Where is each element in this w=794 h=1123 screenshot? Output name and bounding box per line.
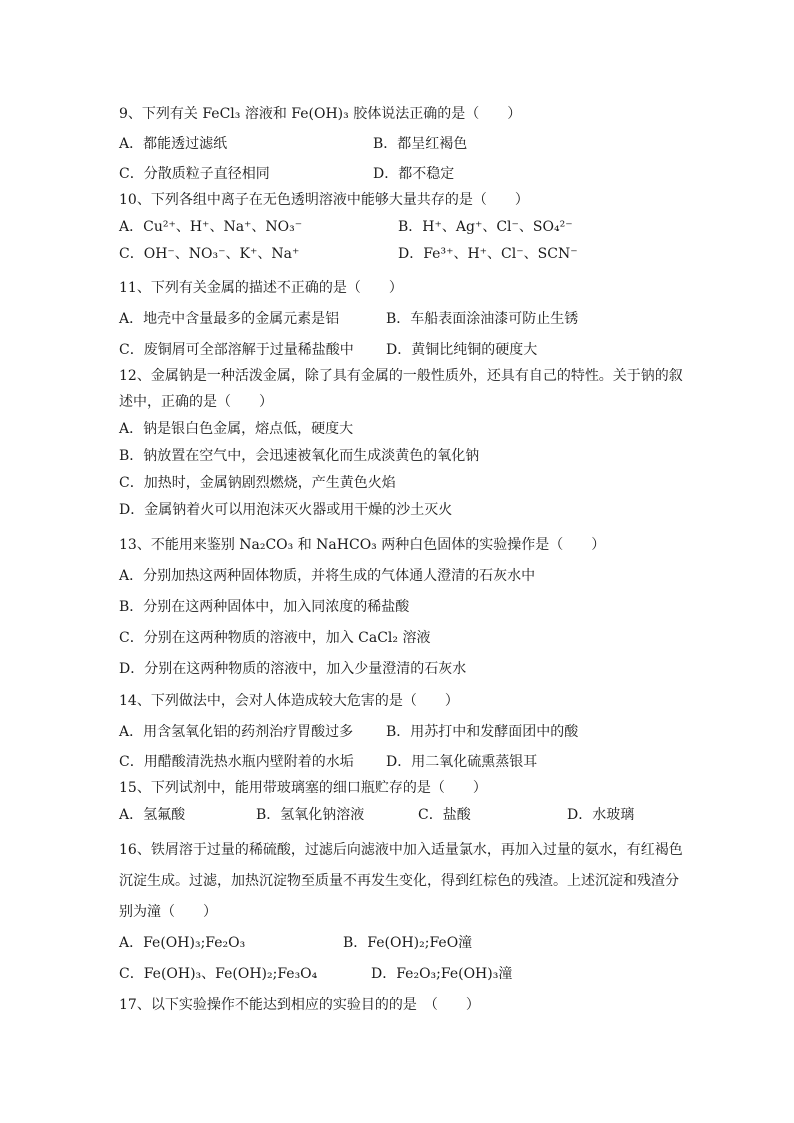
question-13-option-d: D．分别在这两种物质的溶液中，加入少量澄清的石灰水 xyxy=(119,661,467,677)
question-14-option-a: A．用含氢氧化铝的药剂治疗胃酸过多 xyxy=(119,724,354,740)
question-9-option-b: B．都呈红褐色 xyxy=(373,136,468,152)
question-12-stem-line-1: 12、金属钠是一种活泼金属，除了具有金属的一般性质外，还具有自己的特性。关于钠的叙 xyxy=(119,368,683,384)
question-15-option-b: B．氢氧化钠溶液 xyxy=(256,807,365,823)
question-16-option-d: D．Fe₂O₃;Fe(OH)₃潼 xyxy=(371,966,513,982)
question-10-option-b: B．H⁺、Ag⁺、Cl⁻、SO₄²⁻ xyxy=(398,219,573,235)
question-14-option-b: B．用苏打中和发酵面团中的酸 xyxy=(386,724,579,740)
question-15-option-c: C．盐酸 xyxy=(418,807,471,823)
question-12-option-d: D．金属钠着火可以用泡沫灭火器或用干燥的沙土灭火 xyxy=(119,502,453,518)
question-11-option-c: C．废铜屑可全部溶解于过量稀盐酸中 xyxy=(119,342,354,358)
question-9-option-a: A．都能透过滤纸 xyxy=(119,136,228,152)
question-12-stem-line-2: 述中，正确的是（ ） xyxy=(119,394,273,410)
question-13-option-c: C．分别在这两种物质的溶液中，加入 CaCl₂ 溶液 xyxy=(119,630,431,646)
question-15-option-d: D．水玻璃 xyxy=(567,807,635,823)
question-15-stem: 15、下列试剂中，能用带玻璃塞的细口瓶贮存的是（ ） xyxy=(119,780,487,796)
question-16-stem-line-2: 沉淀生成。过滤，加热沉淀物至质量不再发生变化，得到红棕色的残渣。上述沉淀和残渣分 xyxy=(119,873,679,889)
question-11-option-d: D．黄铜比纯铜的硬度大 xyxy=(386,342,538,358)
question-9-stem: 9、下列有关 FeCl₃ 溶液和 Fe(OH)₃ 胶体说法正确的是（ ） xyxy=(119,106,522,122)
question-13-option-a: A．分别加热这两种固体物质，并将生成的气体通人澄清的石灰水中 xyxy=(119,568,536,584)
question-17-stem: 17、以下实验操作不能达到相应的实验目的的是 （ ） xyxy=(119,997,480,1013)
question-16-stem-line-3: 别为潼（ ） xyxy=(119,904,217,920)
question-15-option-a: A．氢氟酸 xyxy=(119,807,186,823)
question-16-option-c: C．Fe(OH)₃、Fe(OH)₂;Fe₃O₄ xyxy=(119,966,318,982)
question-12-option-a: A．钠是银白色金属，熔点低，硬度大 xyxy=(119,421,354,437)
question-16-stem-line-1: 16、铁屑溶于过量的稀硫酸，过滤后向滤液中加入适量氯水，再加入过量的氨水，有红褐色 xyxy=(119,842,683,858)
question-14-option-c: C．用醋酸清洗热水瓶内壁附着的水垢 xyxy=(119,754,354,770)
question-14-option-d: D．用二氧化硫熏蒸银耳 xyxy=(386,754,538,770)
question-16-option-b: B．Fe(OH)₂;FeO潼 xyxy=(343,935,473,951)
question-13-option-b: B．分别在这两种固体中，加入同浓度的稀盐酸 xyxy=(119,599,410,615)
question-14-stem: 14、下列做法中，会对人体造成较大危害的是（ ） xyxy=(119,693,459,709)
question-10-option-a: A．Cu²⁺、H⁺、Na⁺、NO₃⁻ xyxy=(119,219,303,235)
question-13-stem: 13、不能用来鉴别 Na₂CO₃ 和 NaHCO₃ 两种白色固体的实验操作是（ ） xyxy=(119,537,606,553)
question-10-option-d: D．Fe³⁺、H⁺、Cl⁻、SCN⁻ xyxy=(398,246,578,262)
question-11-stem: 11、下列有关金属的描述不正确的是（ ） xyxy=(119,280,403,296)
question-11-option-a: A．地壳中含量最多的金属元素是铝 xyxy=(119,311,340,327)
question-9-option-c: C．分散质粒子直径相同 xyxy=(119,166,270,182)
question-11-option-b: B．车船表面涂油漆可防止生锈 xyxy=(386,311,579,327)
question-10-stem: 10、下列各组中离子在无色透明溶液中能够大量共存的是（ ） xyxy=(119,192,529,208)
question-9-option-d: D．都不稳定 xyxy=(373,166,455,182)
question-16-option-a: A．Fe(OH)₃;Fe₂O₃ xyxy=(119,935,246,951)
question-12-option-c: C．加热时，金属钠剧烈燃烧，产生黄色火焰 xyxy=(119,475,396,491)
question-12-option-b: B．钠放置在空气中，会迅速被氧化而生成淡黄色的氧化钠 xyxy=(119,448,480,464)
question-10-option-c: C．OH⁻、NO₃⁻、K⁺、Na⁺ xyxy=(119,246,300,262)
